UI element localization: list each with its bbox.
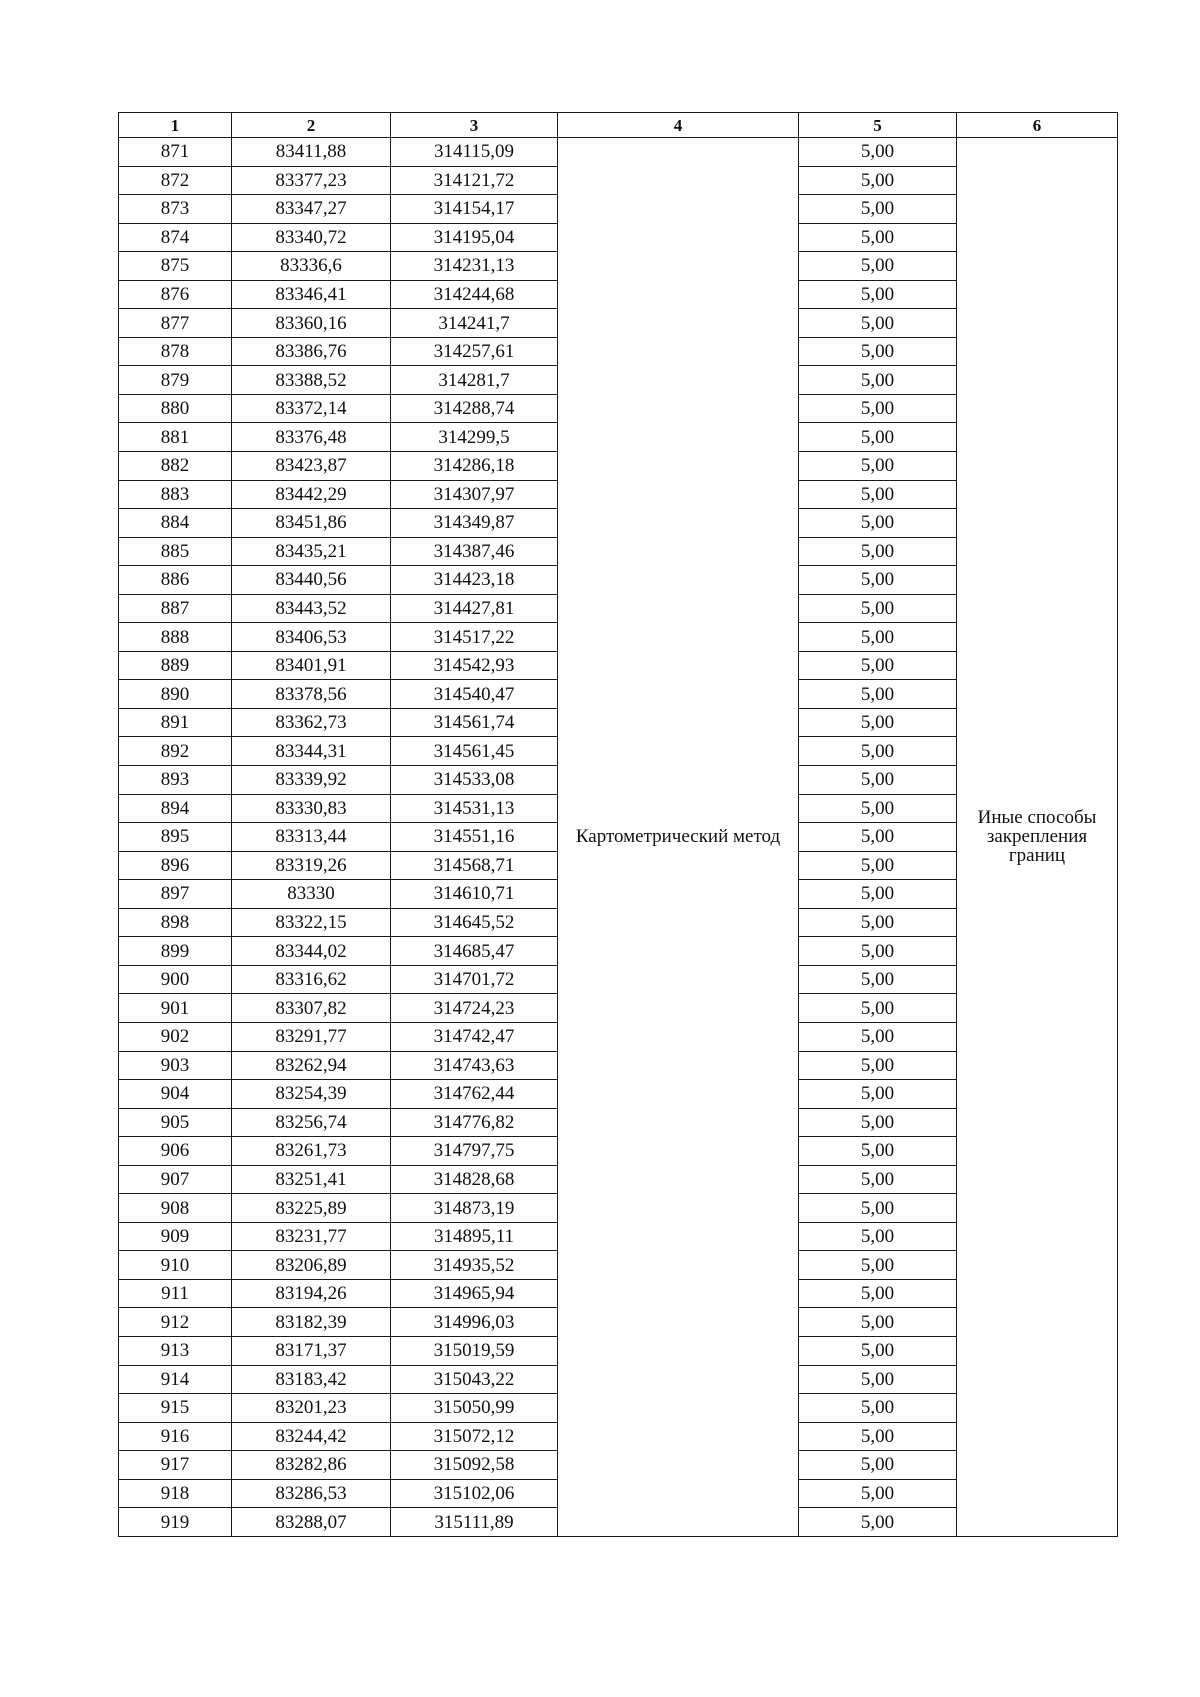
accuracy-cell: 5,00 [799, 737, 957, 766]
point-number-cell: 905 [119, 1108, 232, 1137]
coord-x-cell: 83339,92 [232, 766, 391, 795]
coord-y-cell: 314257,61 [391, 337, 558, 366]
coord-x-cell: 83377,23 [232, 166, 391, 195]
accuracy-cell: 5,00 [799, 1365, 957, 1394]
coord-y-cell: 314423,18 [391, 566, 558, 595]
coord-y-cell: 314685,47 [391, 937, 558, 966]
point-number-cell: 883 [119, 480, 232, 509]
coord-y-cell: 315102,06 [391, 1479, 558, 1508]
header-col-4: 4 [558, 113, 799, 138]
coord-y-cell: 314121,72 [391, 166, 558, 195]
coord-x-cell: 83347,27 [232, 195, 391, 224]
point-number-cell: 878 [119, 337, 232, 366]
header-col-2: 2 [232, 113, 391, 138]
accuracy-cell: 5,00 [799, 166, 957, 195]
coord-x-cell: 83442,29 [232, 480, 391, 509]
coord-x-cell: 83386,76 [232, 337, 391, 366]
coord-x-cell: 83319,26 [232, 851, 391, 880]
point-number-cell: 879 [119, 366, 232, 395]
coord-x-cell: 83423,87 [232, 452, 391, 481]
coord-x-cell: 83360,16 [232, 309, 391, 338]
point-number-cell: 903 [119, 1051, 232, 1080]
coord-x-cell: 83231,77 [232, 1222, 391, 1251]
point-number-cell: 898 [119, 908, 232, 937]
point-number-cell: 915 [119, 1394, 232, 1423]
coord-y-cell: 314241,7 [391, 309, 558, 338]
coord-y-cell: 314561,74 [391, 708, 558, 737]
coord-x-cell: 83286,53 [232, 1479, 391, 1508]
point-number-cell: 899 [119, 937, 232, 966]
accuracy-cell: 5,00 [799, 1022, 957, 1051]
coord-x-cell: 83346,41 [232, 280, 391, 309]
header-col-6: 6 [957, 113, 1118, 138]
point-number-cell: 897 [119, 880, 232, 909]
coord-x-cell: 83316,62 [232, 965, 391, 994]
coord-y-cell: 314996,03 [391, 1308, 558, 1337]
coord-y-cell: 314244,68 [391, 280, 558, 309]
point-number-cell: 885 [119, 537, 232, 566]
coord-x-cell: 83183,42 [232, 1365, 391, 1394]
coord-x-cell: 83378,56 [232, 680, 391, 709]
point-number-cell: 881 [119, 423, 232, 452]
point-number-cell: 908 [119, 1194, 232, 1223]
point-number-cell: 904 [119, 1080, 232, 1109]
accuracy-cell: 5,00 [799, 452, 957, 481]
coord-y-cell: 315050,99 [391, 1394, 558, 1423]
coord-y-cell: 314610,71 [391, 880, 558, 909]
point-number-cell: 876 [119, 280, 232, 309]
coord-x-cell: 83451,86 [232, 509, 391, 538]
coord-x-cell: 83330 [232, 880, 391, 909]
coord-x-cell: 83261,73 [232, 1137, 391, 1166]
point-number-cell: 900 [119, 965, 232, 994]
coord-y-cell: 315092,58 [391, 1451, 558, 1480]
accuracy-cell: 5,00 [799, 280, 957, 309]
accuracy-cell: 5,00 [799, 965, 957, 994]
point-number-cell: 916 [119, 1422, 232, 1451]
accuracy-cell: 5,00 [799, 880, 957, 909]
accuracy-cell: 5,00 [799, 1479, 957, 1508]
accuracy-cell: 5,00 [799, 252, 957, 281]
coord-x-cell: 83288,07 [232, 1508, 391, 1537]
point-number-cell: 884 [119, 509, 232, 538]
accuracy-cell: 5,00 [799, 223, 957, 252]
point-number-cell: 906 [119, 1137, 232, 1166]
header-col-5: 5 [799, 113, 957, 138]
point-number-cell: 877 [119, 309, 232, 338]
point-number-cell: 896 [119, 851, 232, 880]
point-number-cell: 918 [119, 1479, 232, 1508]
accuracy-cell: 5,00 [799, 1051, 957, 1080]
coord-y-cell: 314115,09 [391, 138, 558, 167]
coord-x-cell: 83182,39 [232, 1308, 391, 1337]
point-number-cell: 907 [119, 1165, 232, 1194]
header-col-3: 3 [391, 113, 558, 138]
accuracy-cell: 5,00 [799, 680, 957, 709]
coord-y-cell: 314288,74 [391, 394, 558, 423]
accuracy-cell: 5,00 [799, 337, 957, 366]
point-number-cell: 871 [119, 138, 232, 167]
point-number-cell: 902 [119, 1022, 232, 1051]
accuracy-cell: 5,00 [799, 1336, 957, 1365]
coord-y-cell: 314743,63 [391, 1051, 558, 1080]
accuracy-cell: 5,00 [799, 708, 957, 737]
point-number-cell: 914 [119, 1365, 232, 1394]
point-number-cell: 891 [119, 708, 232, 737]
coord-y-cell: 314645,52 [391, 908, 558, 937]
method-cell: Картометрический метод [558, 138, 799, 1537]
point-number-cell: 894 [119, 794, 232, 823]
coord-x-cell: 83372,14 [232, 394, 391, 423]
point-number-cell: 912 [119, 1308, 232, 1337]
coord-y-cell: 314231,13 [391, 252, 558, 281]
coord-x-cell: 83443,52 [232, 594, 391, 623]
coord-y-cell: 314935,52 [391, 1251, 558, 1280]
accuracy-cell: 5,00 [799, 908, 957, 937]
accuracy-cell: 5,00 [799, 394, 957, 423]
coord-x-cell: 83307,82 [232, 994, 391, 1023]
coord-y-cell: 314895,11 [391, 1222, 558, 1251]
accuracy-cell: 5,00 [799, 1222, 957, 1251]
fixing-method-cell: Иные способы закрепления границ [957, 138, 1118, 1537]
coord-y-cell: 314299,5 [391, 423, 558, 452]
coord-y-cell: 314561,45 [391, 737, 558, 766]
accuracy-cell: 5,00 [799, 1279, 957, 1308]
coord-y-cell: 314742,47 [391, 1022, 558, 1051]
accuracy-cell: 5,00 [799, 623, 957, 652]
point-number-cell: 889 [119, 651, 232, 680]
accuracy-cell: 5,00 [799, 994, 957, 1023]
coord-y-cell: 314540,47 [391, 680, 558, 709]
coord-y-cell: 315019,59 [391, 1336, 558, 1365]
coord-y-cell: 314517,22 [391, 623, 558, 652]
coord-x-cell: 83194,26 [232, 1279, 391, 1308]
header-col-1: 1 [119, 113, 232, 138]
accuracy-cell: 5,00 [799, 1251, 957, 1280]
coord-y-cell: 315043,22 [391, 1365, 558, 1394]
coord-y-cell: 314195,04 [391, 223, 558, 252]
point-number-cell: 913 [119, 1336, 232, 1365]
coord-x-cell: 83362,73 [232, 708, 391, 737]
accuracy-cell: 5,00 [799, 1451, 957, 1480]
accuracy-cell: 5,00 [799, 766, 957, 795]
point-number-cell: 872 [119, 166, 232, 195]
point-number-cell: 895 [119, 823, 232, 852]
accuracy-cell: 5,00 [799, 594, 957, 623]
coord-y-cell: 314701,72 [391, 965, 558, 994]
coord-x-cell: 83262,94 [232, 1051, 391, 1080]
table-body [119, 138, 1118, 1537]
accuracy-cell: 5,00 [799, 823, 957, 852]
coord-x-cell: 83291,77 [232, 1022, 391, 1051]
coord-y-cell: 314533,08 [391, 766, 558, 795]
coord-x-cell: 83344,02 [232, 937, 391, 966]
coord-x-cell: 83388,52 [232, 366, 391, 395]
accuracy-cell: 5,00 [799, 1108, 957, 1137]
accuracy-cell: 5,00 [799, 651, 957, 680]
coord-x-cell: 83440,56 [232, 566, 391, 595]
coord-y-cell: 314307,97 [391, 480, 558, 509]
accuracy-cell: 5,00 [799, 1080, 957, 1109]
accuracy-cell: 5,00 [799, 937, 957, 966]
point-number-cell: 901 [119, 994, 232, 1023]
coord-x-cell: 83344,31 [232, 737, 391, 766]
coord-x-cell: 83330,83 [232, 794, 391, 823]
point-number-cell: 892 [119, 737, 232, 766]
coord-x-cell: 83201,23 [232, 1394, 391, 1423]
coord-x-cell: 83322,15 [232, 908, 391, 937]
accuracy-cell: 5,00 [799, 138, 957, 167]
accuracy-cell: 5,00 [799, 1308, 957, 1337]
coord-x-cell: 83282,86 [232, 1451, 391, 1480]
accuracy-cell: 5,00 [799, 1508, 957, 1537]
coordinates-table [118, 112, 1118, 1537]
accuracy-cell: 5,00 [799, 480, 957, 509]
point-number-cell: 874 [119, 223, 232, 252]
point-number-cell: 893 [119, 766, 232, 795]
coord-x-cell: 83435,21 [232, 537, 391, 566]
accuracy-cell: 5,00 [799, 794, 957, 823]
coord-y-cell: 314568,71 [391, 851, 558, 880]
accuracy-cell: 5,00 [799, 423, 957, 452]
accuracy-cell: 5,00 [799, 1194, 957, 1223]
point-number-cell: 882 [119, 452, 232, 481]
coord-y-cell: 314531,13 [391, 794, 558, 823]
coord-x-cell: 83376,48 [232, 423, 391, 452]
table-row [119, 138, 1118, 167]
accuracy-cell: 5,00 [799, 1165, 957, 1194]
table-header [119, 113, 1118, 138]
coord-y-cell: 314542,93 [391, 651, 558, 680]
point-number-cell: 917 [119, 1451, 232, 1480]
coord-y-cell: 315072,12 [391, 1422, 558, 1451]
accuracy-cell: 5,00 [799, 309, 957, 338]
coord-y-cell: 314349,87 [391, 509, 558, 538]
coord-y-cell: 315111,89 [391, 1508, 558, 1537]
coord-y-cell: 314762,44 [391, 1080, 558, 1109]
point-number-cell: 911 [119, 1279, 232, 1308]
coord-x-cell: 83313,44 [232, 823, 391, 852]
coord-x-cell: 83256,74 [232, 1108, 391, 1137]
coord-y-cell: 314286,18 [391, 452, 558, 481]
point-number-cell: 890 [119, 680, 232, 709]
accuracy-cell: 5,00 [799, 366, 957, 395]
point-number-cell: 910 [119, 1251, 232, 1280]
accuracy-cell: 5,00 [799, 537, 957, 566]
coord-x-cell: 83251,41 [232, 1165, 391, 1194]
accuracy-cell: 5,00 [799, 1137, 957, 1166]
point-number-cell: 873 [119, 195, 232, 224]
header-row [119, 113, 1118, 138]
point-number-cell: 880 [119, 394, 232, 423]
coord-y-cell: 314427,81 [391, 594, 558, 623]
coord-y-cell: 314873,19 [391, 1194, 558, 1223]
coord-y-cell: 314551,16 [391, 823, 558, 852]
coord-x-cell: 83206,89 [232, 1251, 391, 1280]
coord-x-cell: 83340,72 [232, 223, 391, 252]
point-number-cell: 887 [119, 594, 232, 623]
coord-x-cell: 83254,39 [232, 1080, 391, 1109]
accuracy-cell: 5,00 [799, 1422, 957, 1451]
point-number-cell: 919 [119, 1508, 232, 1537]
point-number-cell: 888 [119, 623, 232, 652]
coord-x-cell: 83244,42 [232, 1422, 391, 1451]
accuracy-cell: 5,00 [799, 1394, 957, 1423]
coord-y-cell: 314281,7 [391, 366, 558, 395]
coord-y-cell: 314965,94 [391, 1279, 558, 1308]
coord-x-cell: 83406,53 [232, 623, 391, 652]
accuracy-cell: 5,00 [799, 509, 957, 538]
coord-y-cell: 314828,68 [391, 1165, 558, 1194]
coord-x-cell: 83411,88 [232, 138, 391, 167]
coord-y-cell: 314797,75 [391, 1137, 558, 1166]
coord-y-cell: 314154,17 [391, 195, 558, 224]
point-number-cell: 886 [119, 566, 232, 595]
coord-y-cell: 314776,82 [391, 1108, 558, 1137]
coord-x-cell: 83336,6 [232, 252, 391, 281]
coord-x-cell: 83401,91 [232, 651, 391, 680]
coord-y-cell: 314387,46 [391, 537, 558, 566]
accuracy-cell: 5,00 [799, 195, 957, 224]
point-number-cell: 909 [119, 1222, 232, 1251]
accuracy-cell: 5,00 [799, 851, 957, 880]
accuracy-cell: 5,00 [799, 566, 957, 595]
point-number-cell: 875 [119, 252, 232, 281]
coord-y-cell: 314724,23 [391, 994, 558, 1023]
document-page [118, 112, 1117, 1537]
coord-x-cell: 83171,37 [232, 1336, 391, 1365]
coord-x-cell: 83225,89 [232, 1194, 391, 1223]
